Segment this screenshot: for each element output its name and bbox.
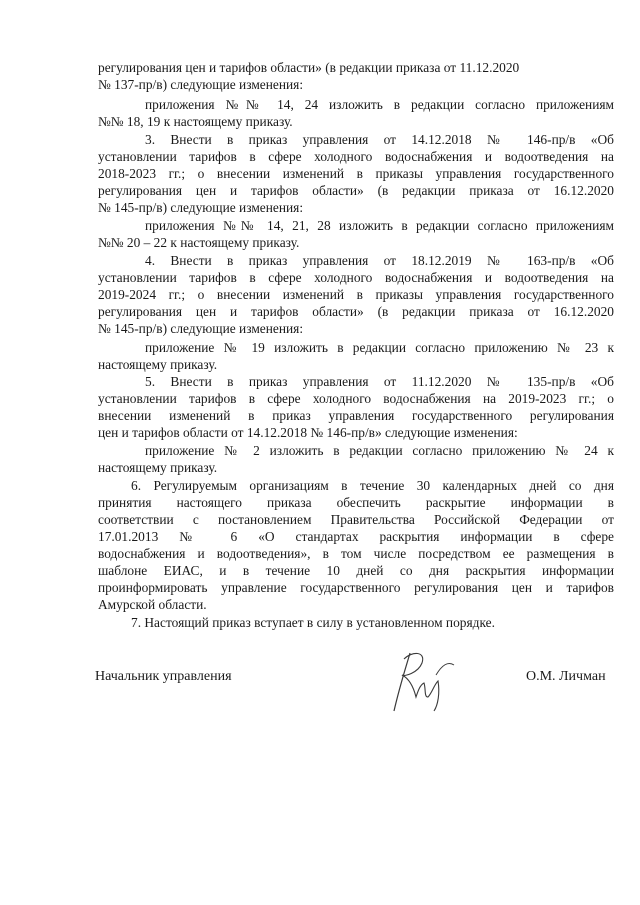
signatory-name: О.М. Личман [526, 669, 606, 684]
text-line: 17.01.2013 № 6 «О стандартах раскрытия информации в сфере [98, 529, 614, 544]
text-line: приложения №№ 14, 21, 28 изложить в редакции согласно приложениям [145, 218, 614, 233]
text-line: регулирования цен и тарифов области» (в редакции приказа от 11.12.2020 [98, 60, 520, 75]
text-line: шаблоне ЕИАС, и в течение 10 дней со дня раскрытия информации [98, 563, 614, 578]
text-line: приложения №№ 14, 24 изложить в редакции согласно приложениям [145, 97, 614, 112]
text-line: 3. Внести в приказ управления от 14.12.2018 № 146-пр/в «Об [145, 132, 614, 147]
text-line: соответствии с постановлением Правительства Российской Федерации от [98, 512, 614, 527]
text-line: 2019-2024 гг.; о внесении изменений в приказы управления государственного [98, 287, 614, 302]
handwritten-signature [380, 645, 460, 715]
text-line: принятия настоящего приказа обеспечить раскрытие информации в [98, 495, 614, 510]
text-line: настоящему приказу. [98, 460, 218, 475]
text-line: приложение № 19 изложить в редакции согласно приложению № 23 к [145, 340, 614, 355]
text-line: 2018-2023 гг.; о внесении изменений в приказы управления государственного [98, 166, 614, 181]
text-line: проинформировать управление государственного регулирования цен и тарифов [98, 580, 614, 595]
signatory-title: Начальник управления [95, 669, 232, 684]
text-line: внесении изменений в приказ управления государственного регулирования [98, 408, 614, 423]
text-line: 7. Настоящий приказ вступает в силу в установленном порядке. [131, 615, 495, 630]
text-line: № 145-пр/в) следующие изменения: [98, 200, 304, 215]
text-line: установлении тарифов в сфере холодного водоснабжения на 2019-2023 гг.; о [98, 391, 614, 406]
text-line: 5. Внести в приказ управления от 11.12.2020 № 135-пр/в «Об [145, 374, 614, 389]
signature-block [0, 668, 640, 708]
text-line: № 145-пр/в) следующие изменения: [98, 321, 304, 336]
text-line: 4. Внести в приказ управления от 18.12.2019 № 163-пр/в «Об [145, 253, 614, 268]
text-line: регулирования цен и тарифов области» (в редакции приказа от 16.12.2020 [98, 304, 614, 319]
text-line: 6. Регулируемым организациям в течение 30 календарных дней со дня [131, 478, 614, 493]
text-line: цен и тарифов области от 14.12.2018 № 146-пр/в» следующие изменения: [98, 425, 518, 440]
text-line: №№ 18, 19 к настоящему приказу. [98, 114, 293, 129]
text-line: регулирования цен и тарифов области» (в редакции приказа от 16.12.2020 [98, 183, 614, 198]
text-line: настоящему приказу. [98, 357, 218, 372]
text-line: № 137-пр/в) следующие изменения: [98, 77, 304, 92]
text-line: установлении тарифов в сфере холодного водоснабжения и водоотведения на [98, 270, 614, 285]
text-line: приложение № 2 изложить в редакции согласно приложению № 24 к [145, 443, 614, 458]
text-line: №№ 20 – 22 к настоящему приказу. [98, 235, 300, 250]
text-line: Амурской области. [98, 597, 207, 612]
text-line: установлении тарифов в сфере холодного водоснабжения и водоотведения на [98, 149, 614, 164]
text-line: водоснабжения и водоотведения», в том числе посредством ее размещения в [98, 546, 614, 561]
